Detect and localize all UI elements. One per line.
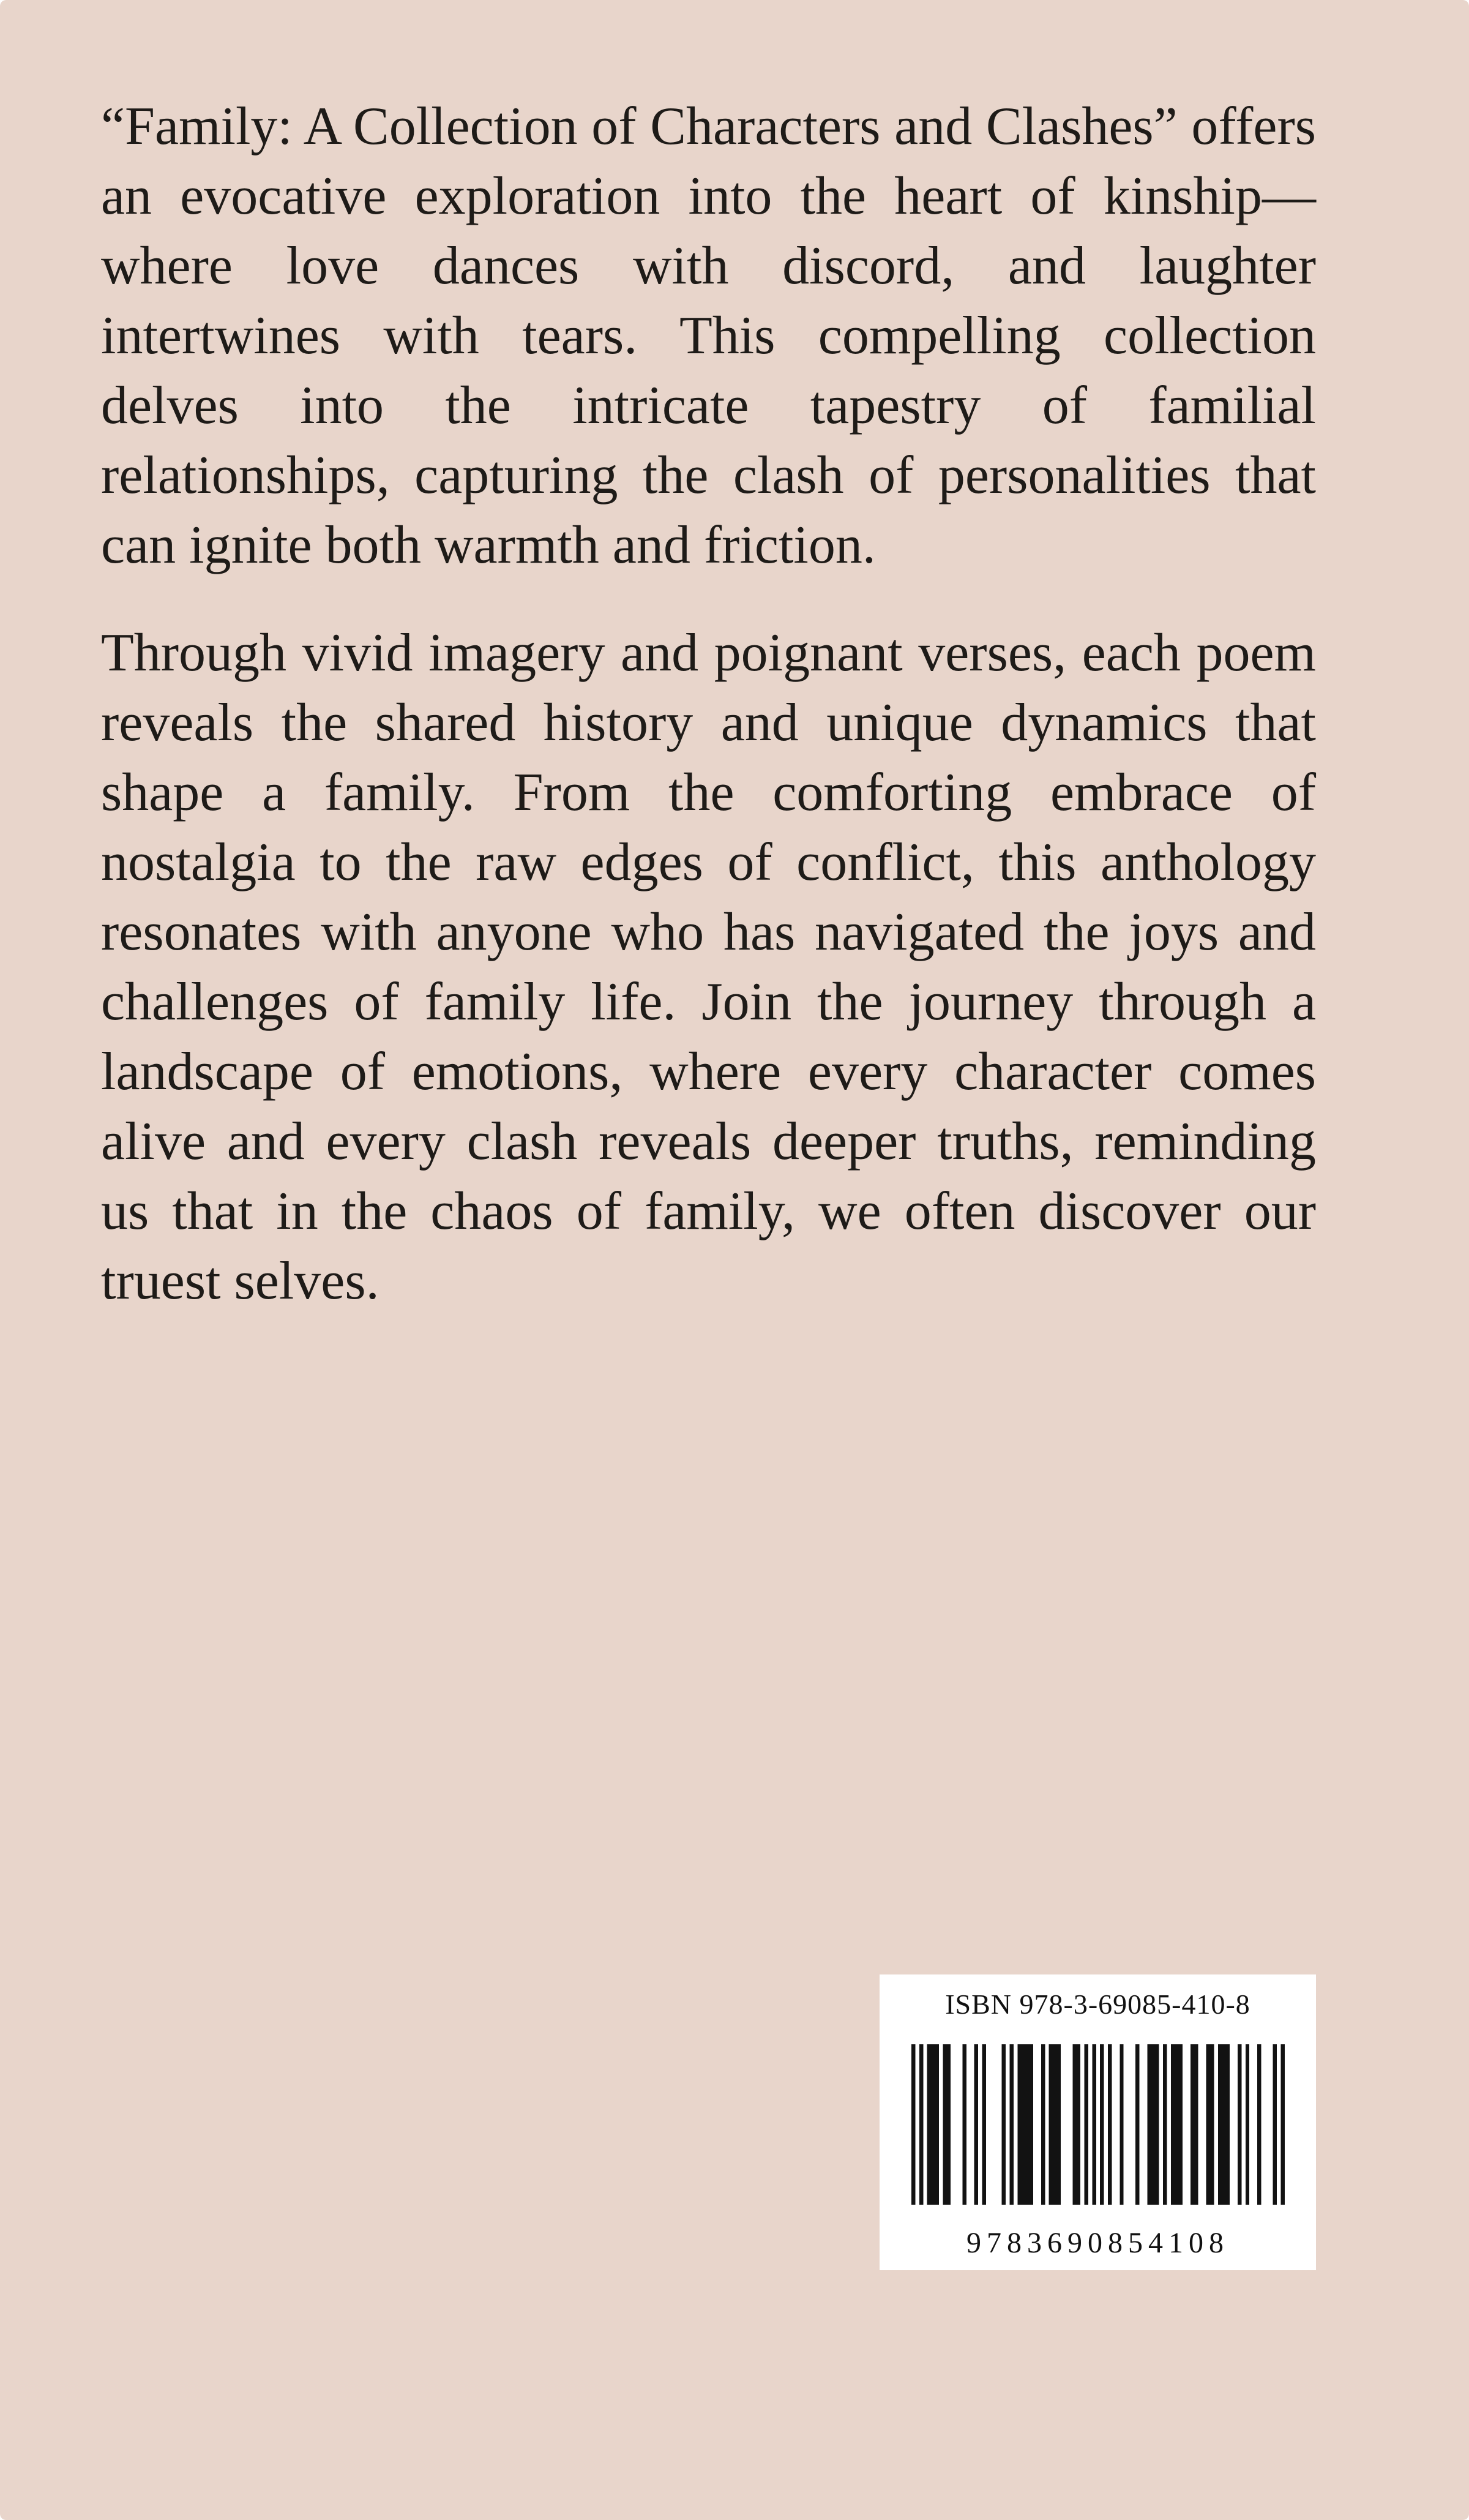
- barcode-bars: [911, 2044, 1285, 2205]
- barcode-box: [880, 1974, 1316, 2270]
- isbn-label: ISBN 978-3-69085-410-8: [945, 1989, 1250, 2020]
- synopsis-paragraph-2: Through vivid imagery and poignant verses, each poem reveals the shared history and unique dynamics that shape a family. From the comforting embrace of nostalgia to the raw edges of conflict, this anthology resonates with anyone who has navigated the joys and challenges of family life. Join the journey through a landscape of emotions, where every character comes alive and every clash reveals deeper truths, reminding us that in the chaos of family, we often discover our truest selves.: [101, 623, 1316, 1311]
- synopsis-text: [101, 92, 1316, 1354]
- barcode-number: 9783690854108: [966, 2227, 1229, 2259]
- synopsis-paragraph-1: “Family: A Collection of Characters and Clashes” offers an evocative exploration into the heart of kinship—where love dances with discord, and laughter intertwines with tears. This compelling collection delves into the intricate tapestry of familial relationships, capturing the clash of personalities that can ignite both warmth and friction.: [101, 97, 1316, 575]
